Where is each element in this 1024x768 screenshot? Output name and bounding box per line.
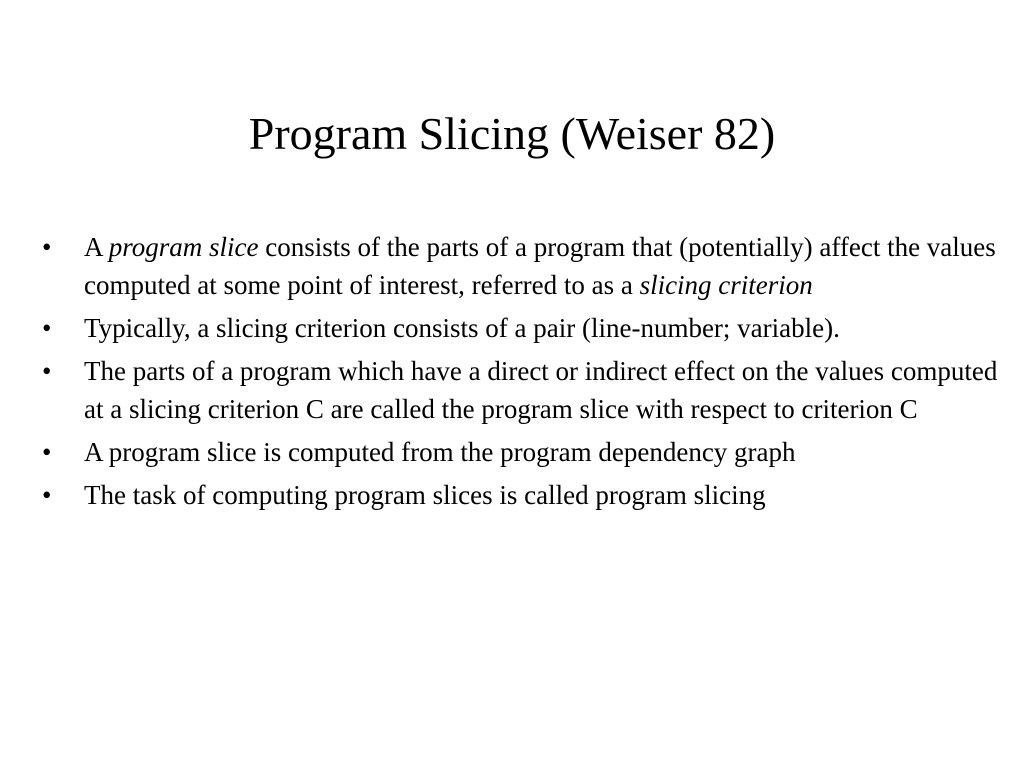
bullet-term-program-slice: program slice [108,232,259,262]
bullet-dot: • [42,480,52,510]
bullet-item-criterion-pair [40,309,1000,347]
bullet-text: The task of computing program slices is called program slicing [84,480,766,510]
slide-title: Program Slicing (Weiser 82) [248,108,776,159]
bullet-text: consists of the parts of a program that (potentially) affect the values computed at some point of interest, referred to as a [84,232,996,300]
bullet-text: A program slice is computed from the program dependency graph [84,437,796,467]
bullet-term-slicing-criterion: slicing criterion [639,270,813,300]
bullet-item-program-slicing [40,476,1000,514]
bullet-text: Typically, a slicing criterion consists of a pair (line-number; variable). [84,313,840,343]
bullet-dot: • [42,232,52,262]
bullet-item-program-slice [40,228,1000,304]
bullet-text: A [84,232,109,262]
bullet-dot: • [42,437,52,467]
bullet-text: The parts of a program which have a direct or indirect effect on the values computed at a slicing criterion C are called the program slice with respect to criterion C [84,356,998,424]
bullet-dot: • [42,356,52,386]
bullet-list [40,228,1000,519]
bullet-item-dependency-graph [40,433,1000,471]
bullet-dot: • [42,313,52,343]
bullet-item-slice-definition [40,352,1000,428]
